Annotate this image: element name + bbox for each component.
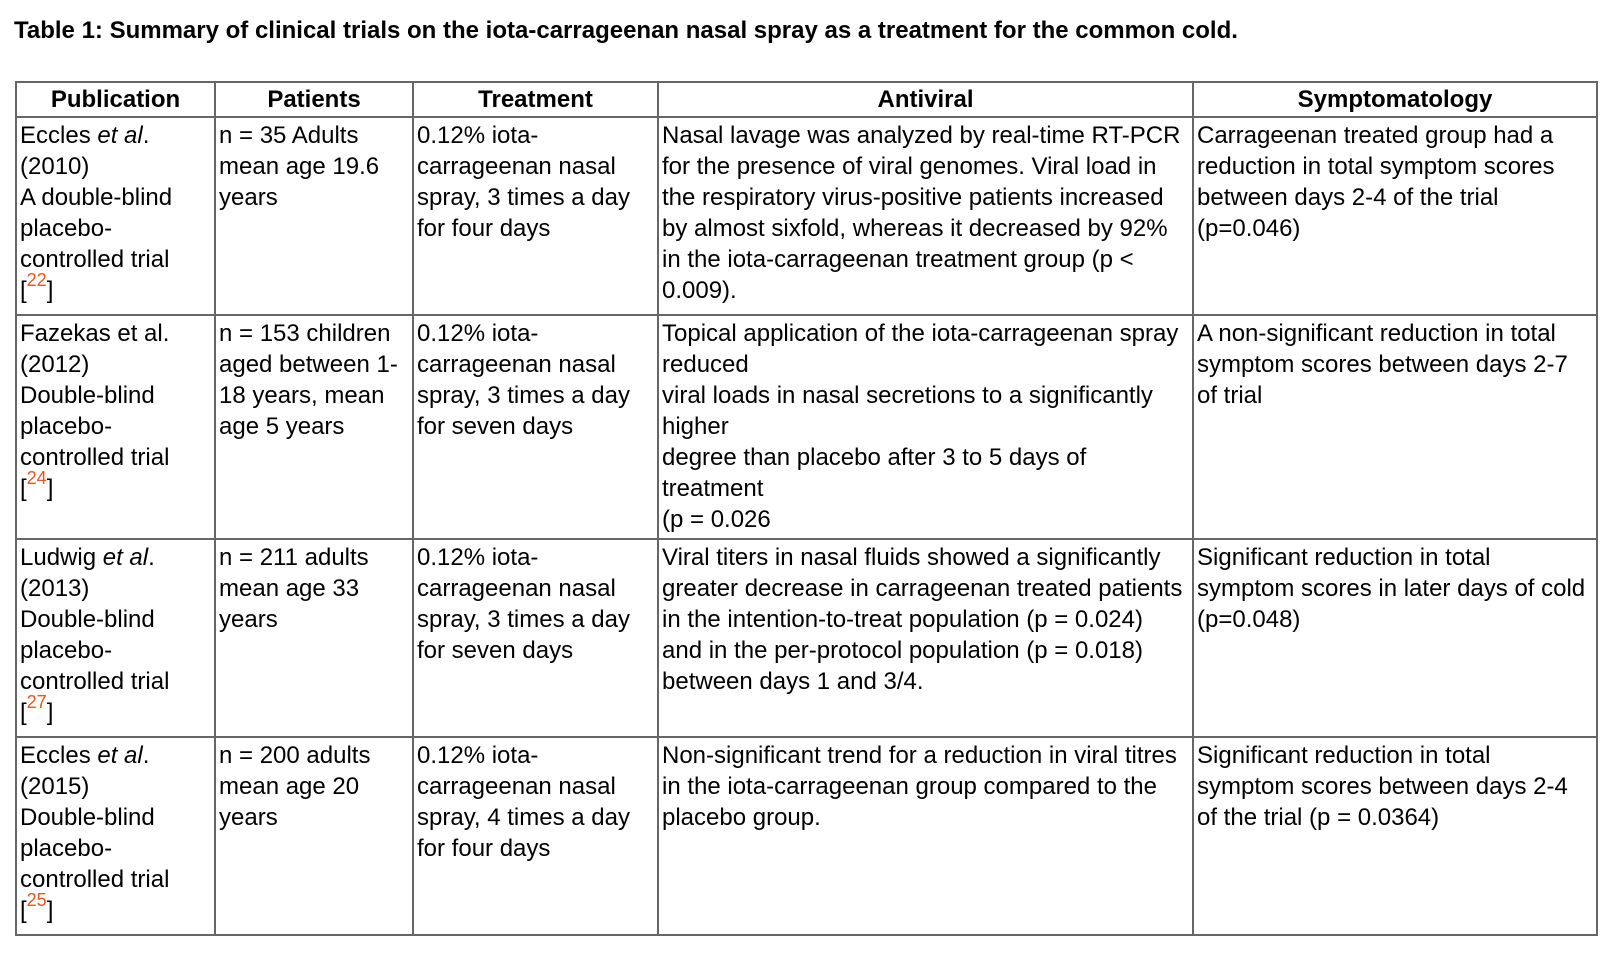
table-row	[16, 117, 1597, 315]
patients-cell: n = 35 Adults mean age 19.6 years	[215, 117, 413, 315]
et-al: et al	[97, 122, 143, 149]
year: (2010)	[20, 153, 90, 180]
author: Ludwig	[20, 544, 97, 571]
author: Eccles	[20, 742, 91, 769]
author: Eccles	[20, 122, 91, 149]
patients-cell: n = 200 adults mean age 20 years	[215, 737, 413, 935]
table-row	[16, 737, 1597, 935]
header-symptomatology: Symptomatology	[1193, 82, 1597, 117]
et-al: et al	[97, 742, 143, 769]
reference-link[interactable]: 22	[26, 270, 47, 290]
symptomatology-cell: Significant reduction in total symptom scores in later days of cold (p=0.048)	[1193, 539, 1597, 737]
antiviral-line: (p = 0.026	[662, 506, 771, 533]
publication-cell: Eccles et al. (2015) Double-blind placebo-controlled trial [$^{25}$]	[16, 737, 215, 935]
study-design: Double-blind placebo-controlled trial	[20, 804, 170, 893]
antiviral-cell: Viral titers in nasal fluids showed a significantly greater decrease in carrageenan treated patients in the intention-to-treat population (p = 0.024) and in the per-protocol population (p = 0.018) between days 1 and 3/4.	[658, 539, 1193, 737]
clinical-trials-table	[15, 81, 1598, 936]
table-caption: Table 1: Summary of clinical trials on the iota-carrageenan nasal spray as a treatment for the common cold.	[14, 17, 1238, 44]
reference: [$^{25}$]	[20, 890, 54, 924]
author: Fazekas et al.	[20, 320, 170, 347]
table-row	[16, 315, 1597, 539]
year: (2013)	[20, 575, 90, 602]
et-al: et al	[102, 544, 149, 571]
publication-cell: Eccles et al. (2010) A double-blind placebo-controlled trial [$^{22}$]	[16, 117, 215, 315]
antiviral-cell	[658, 315, 1193, 539]
table-row	[16, 539, 1597, 737]
patients-cell: n = 211 adults mean age 33 years	[215, 539, 413, 737]
treatment-cell: 0.12% iota-carrageenan nasal spray, 4 times a day for four days	[413, 737, 658, 935]
header-publication: Publication	[16, 82, 215, 117]
reference: [$^{22}$]	[20, 270, 54, 304]
year: (2012)	[20, 351, 90, 378]
symptomatology-cell: Carrageenan treated group had a reduction in total symptom scores between days 2-4 of the trial (p=0.046)	[1193, 117, 1597, 315]
antiviral-cell: Nasal lavage was analyzed by real-time RT-PCR for the presence of viral genomes. Viral load in the respiratory virus-positive patients increased by almost sixfold, whereas it decreased by 92% in the iota-carrageenan treatment group (p < 0.009).	[658, 117, 1193, 315]
antiviral-cell: Non-significant trend for a reduction in viral titres in the iota-carrageenan group compared to the placebo group.	[658, 737, 1193, 935]
treatment-cell: 0.12% iota-carrageenan nasal spray, 3 times a day for seven days	[413, 315, 658, 539]
reference-link[interactable]: 24	[26, 468, 47, 488]
antiviral-line: viral loads in nasal secretions to a significantly higher	[662, 382, 1153, 440]
publication-cell: Ludwig et al. (2013) Double-blind placebo-controlled trial [$^{27}$]	[16, 539, 215, 737]
symptomatology-cell: A non-significant reduction in total symptom scores between days 2-7 of trial	[1193, 315, 1597, 539]
header-row	[16, 82, 1597, 117]
treatment-cell: 0.12% iota-carrageenan nasal spray, 3 times a day for four days	[413, 117, 658, 315]
study-design: Double-blind placebo-controlled trial	[20, 606, 170, 695]
antiviral-line: Topical application of the iota-carrageenan spray reduced	[662, 320, 1179, 378]
header-patients: Patients	[215, 82, 413, 117]
reference: [$^{27}$]	[20, 692, 54, 726]
study-design: A double-blind placebo-controlled trial	[20, 184, 173, 273]
reference-link[interactable]: 25	[26, 890, 47, 910]
symptomatology-cell: Significant reduction in total symptom scores between days 2-4 of the trial (p = 0.0364)	[1193, 737, 1597, 935]
header-treatment: Treatment	[413, 82, 658, 117]
reference-link[interactable]: 27	[26, 692, 47, 712]
patients-cell: n = 153 children aged between 1-18 years, mean age 5 years	[215, 315, 413, 539]
header-antiviral: Antiviral	[658, 82, 1193, 117]
antiviral-line: degree than placebo after 3 to 5 days of treatment	[662, 444, 1087, 502]
reference: [$^{24}$]	[20, 468, 54, 502]
study-design: Double-blind placebo-controlled trial	[20, 382, 170, 471]
publication-cell	[16, 315, 215, 539]
year: (2015)	[20, 773, 90, 800]
treatment-cell: 0.12% iota-carrageenan nasal spray, 3 times a day for seven days	[413, 539, 658, 737]
